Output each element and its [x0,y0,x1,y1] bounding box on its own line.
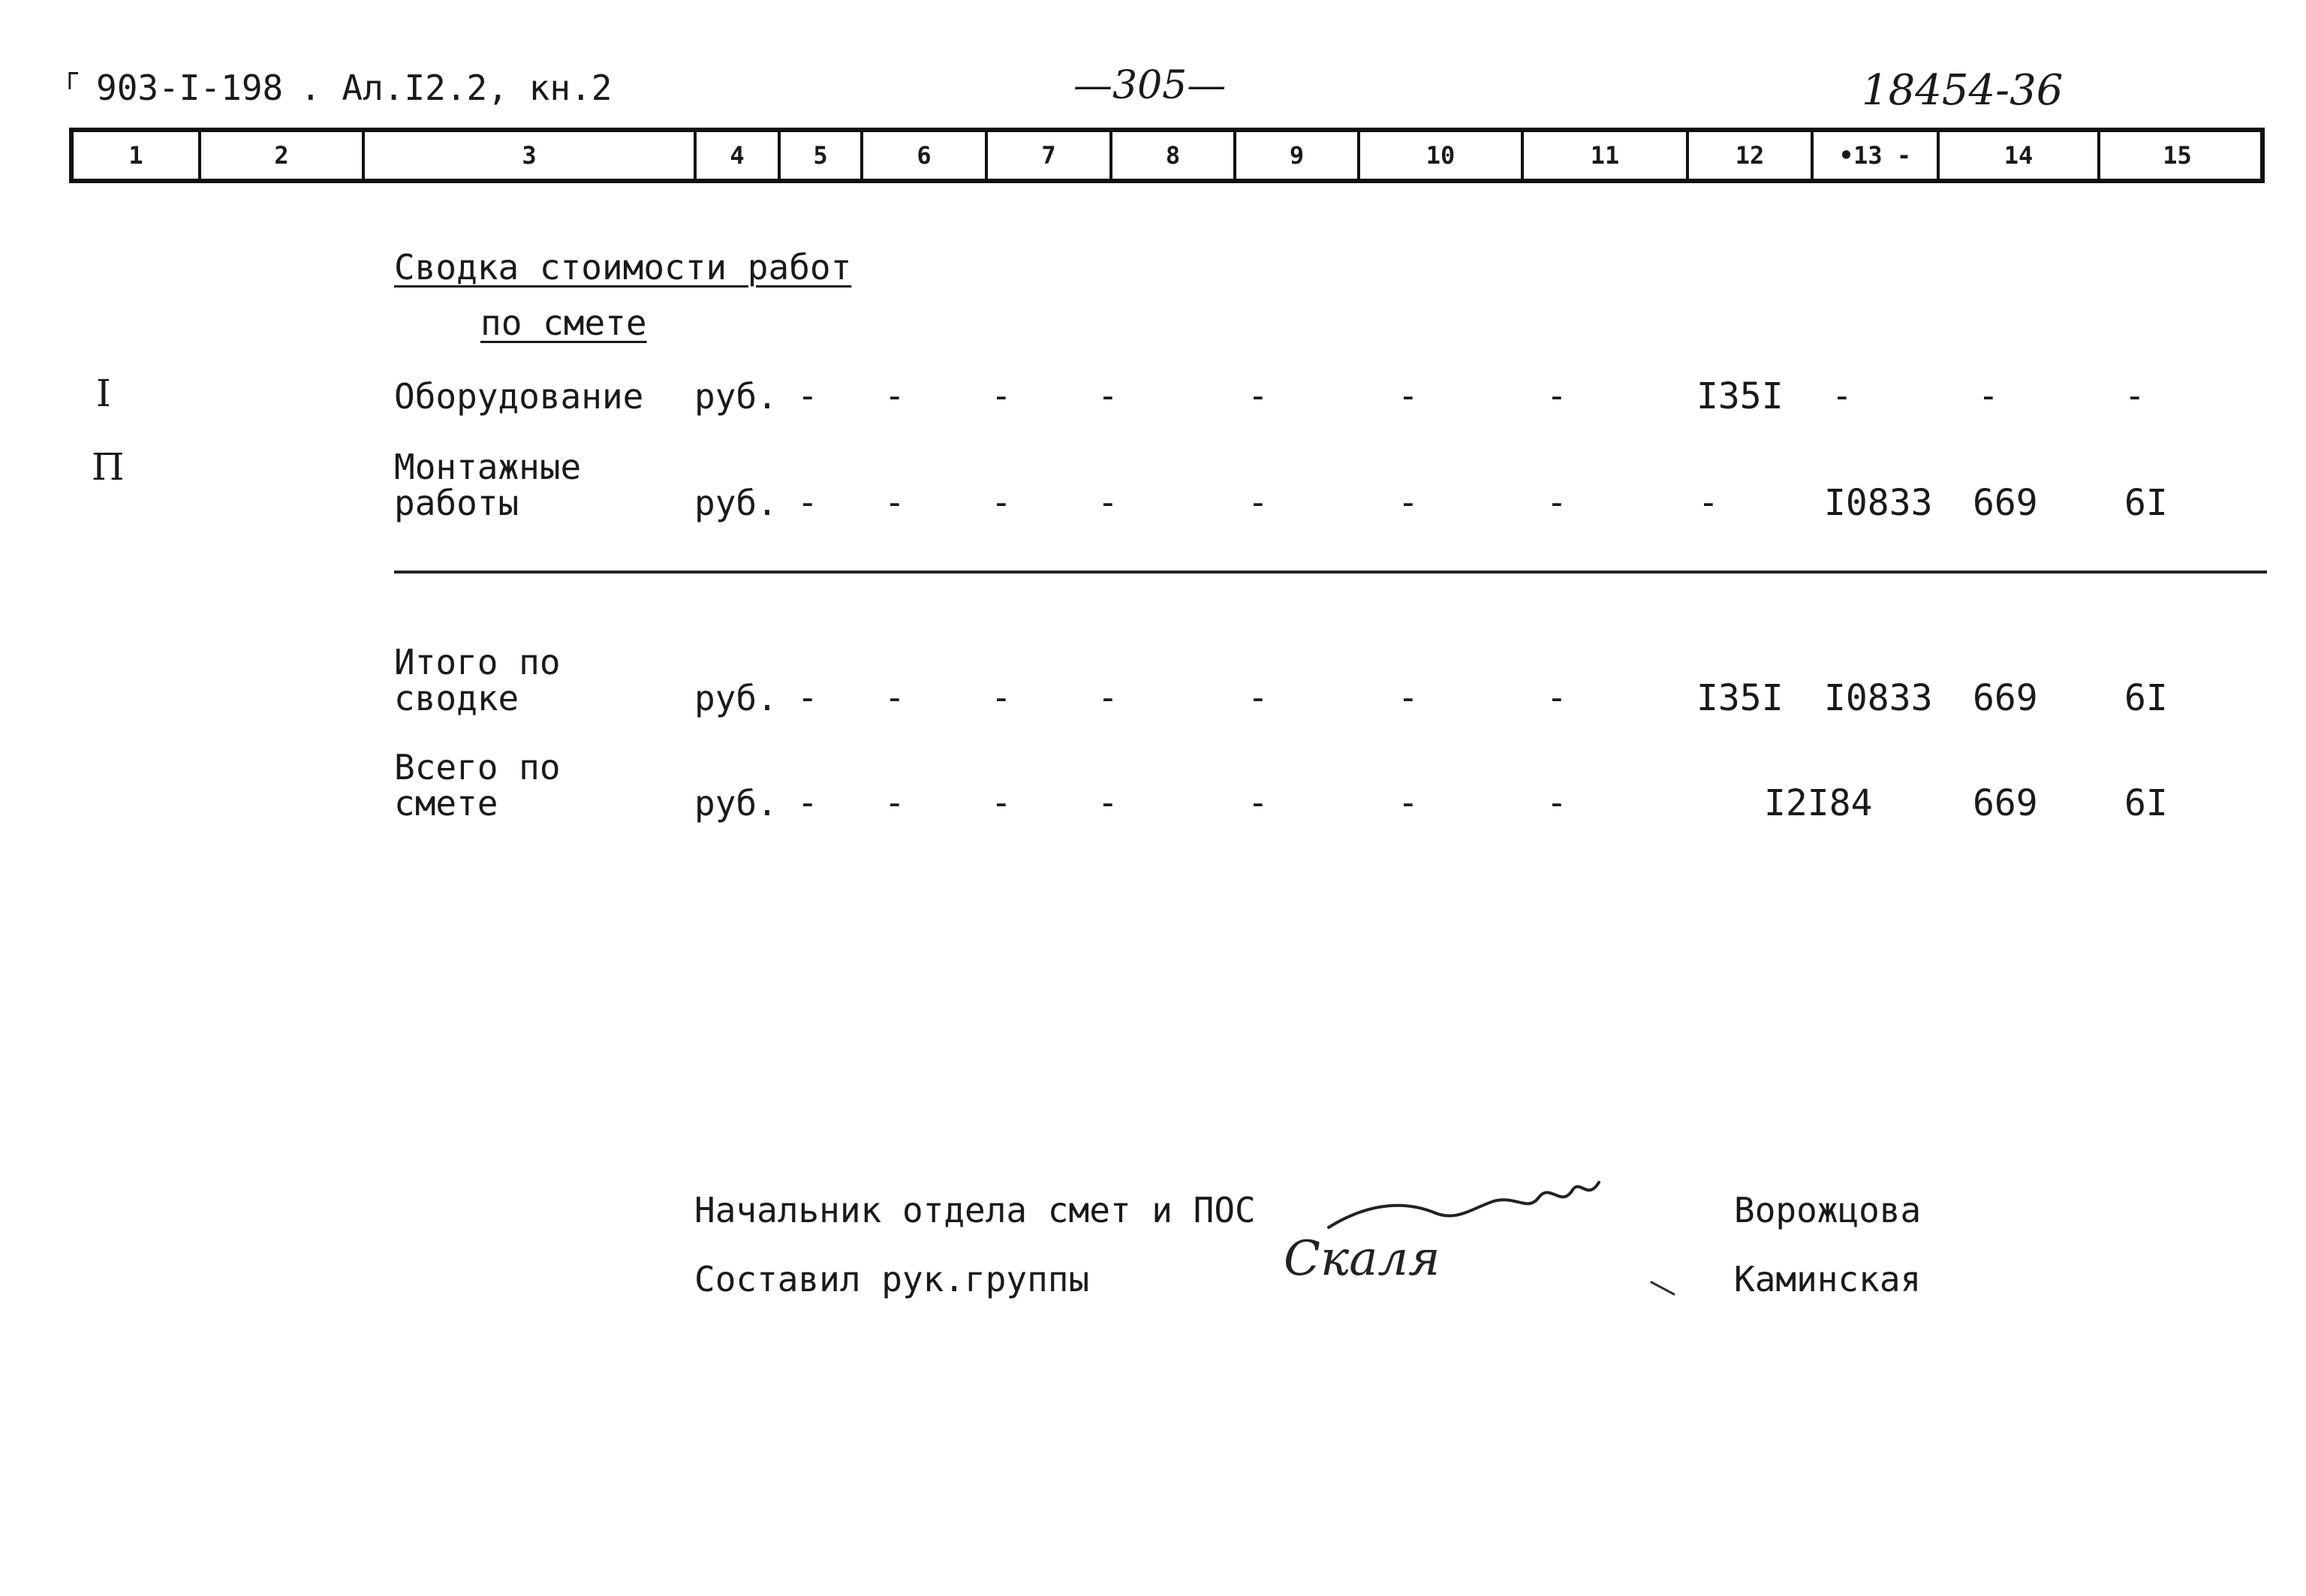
section-title-line1: Сводка стоимости работ [394,247,852,288]
signature-role-2: Составил рук.группы [694,1259,1090,1299]
cell-c6: - [884,677,905,718]
total-name-line1: Итого по [394,642,561,682]
cell-c10: - [1398,677,1419,718]
row-unit: руб. [694,376,778,417]
cell-c11: - [1546,677,1567,718]
cell-c5: - [797,677,818,718]
col-3: 3 [365,132,697,179]
cell-c6: - [884,482,905,522]
cell-c5: - [797,782,818,823]
row-unit: руб. [694,483,778,523]
signature-name-2: Каминская [1734,1259,1922,1299]
handwritten-signature-2: Скаля [1284,1231,1440,1287]
col-12: 12 [1689,132,1814,179]
total-name-line1: Всего по [394,747,561,787]
cell-c5: - [797,375,818,416]
cell-c6: - [884,375,905,416]
col-1: 1 [74,132,201,179]
cell-c8: - [1097,375,1118,416]
col-14: 14 [1940,132,2100,179]
cell-c9: - [1248,482,1269,522]
signature-name-1: Ворожцова [1734,1190,1922,1230]
row-number: П [92,445,125,489]
col-8: 8 [1112,132,1236,179]
col-15: 15 [2163,141,2192,170]
cell-c6: - [884,782,905,823]
cell-c14: 669 [1973,482,2038,524]
cell-c12: - [1698,482,1719,522]
row-name: Оборудование [394,376,644,417]
cell-c11: - [1546,482,1567,522]
corner-mark: ┌ [62,59,78,89]
col-7: 7 [988,132,1112,179]
cell-c15: 6I [2124,782,2168,824]
cell-c14: - [1978,375,1999,416]
col-11: 11 [1524,132,1689,179]
pen-stroke-mark [1648,1276,1685,1299]
sheet-ref: . Ал.I2.2, кн.2 [300,68,613,108]
total-name-line2: сводке [394,678,519,718]
cell-c14: 669 [1973,782,2038,824]
total-unit: руб. [694,678,778,718]
total-name-line2: смете [394,783,498,824]
cell-c8: - [1097,782,1118,823]
cell-c13: - [1832,375,1853,416]
inventory-number: 18454-36 [1862,66,2064,115]
cell-c11: - [1546,375,1567,416]
cell-c15: 6I [2124,677,2168,719]
cell-c13: I0833 [1824,482,1933,524]
cell-c15: - [2124,375,2145,416]
cell-c12: I35I [1696,677,1784,719]
cell-c7: - [991,782,1012,823]
cell-c9: - [1248,677,1269,718]
section-title-line2: по смете [480,303,647,343]
cell-c15: 6I [2124,482,2168,524]
signature-role-1: Начальник отдела смет и ПОС [694,1190,1256,1230]
col-2: 2 [201,132,365,179]
cell-c7: - [991,375,1012,416]
cell-c10: - [1398,482,1419,522]
row-name-line2: работы [394,483,519,523]
col-5: 5 [781,132,863,179]
cell-c5: - [797,482,818,522]
cell-c11: - [1546,782,1567,823]
page-number: —305— [1073,63,1227,108]
col-4: 4 [697,132,781,179]
cell-c9: - [1248,782,1269,823]
cell-c14: 669 [1973,677,2038,719]
row-number: I [96,372,111,415]
cell-c8: - [1097,677,1118,718]
cell-c12: I35I [1696,375,1784,417]
col-9: 9 [1236,132,1360,179]
column-number-bar [69,128,2265,183]
col-10: 10 [1360,132,1524,179]
cell-c9: - [1248,375,1269,416]
row-name-line1: Монтажные [394,447,582,487]
col-6: 6 [863,132,988,179]
cell-c8: - [1097,482,1118,522]
divider-line [394,571,2267,574]
cell-c12-13: I2I84 [1764,782,1873,824]
cell-c10: - [1398,375,1419,416]
col-13: •13 - [1814,132,1940,179]
doc-code: 903-I-198 [96,68,284,108]
cell-c13: I0833 [1824,677,1933,719]
cell-c7: - [991,677,1012,718]
total-unit: руб. [694,783,778,824]
cell-c7: - [991,482,1012,522]
cell-c10: - [1398,782,1419,823]
